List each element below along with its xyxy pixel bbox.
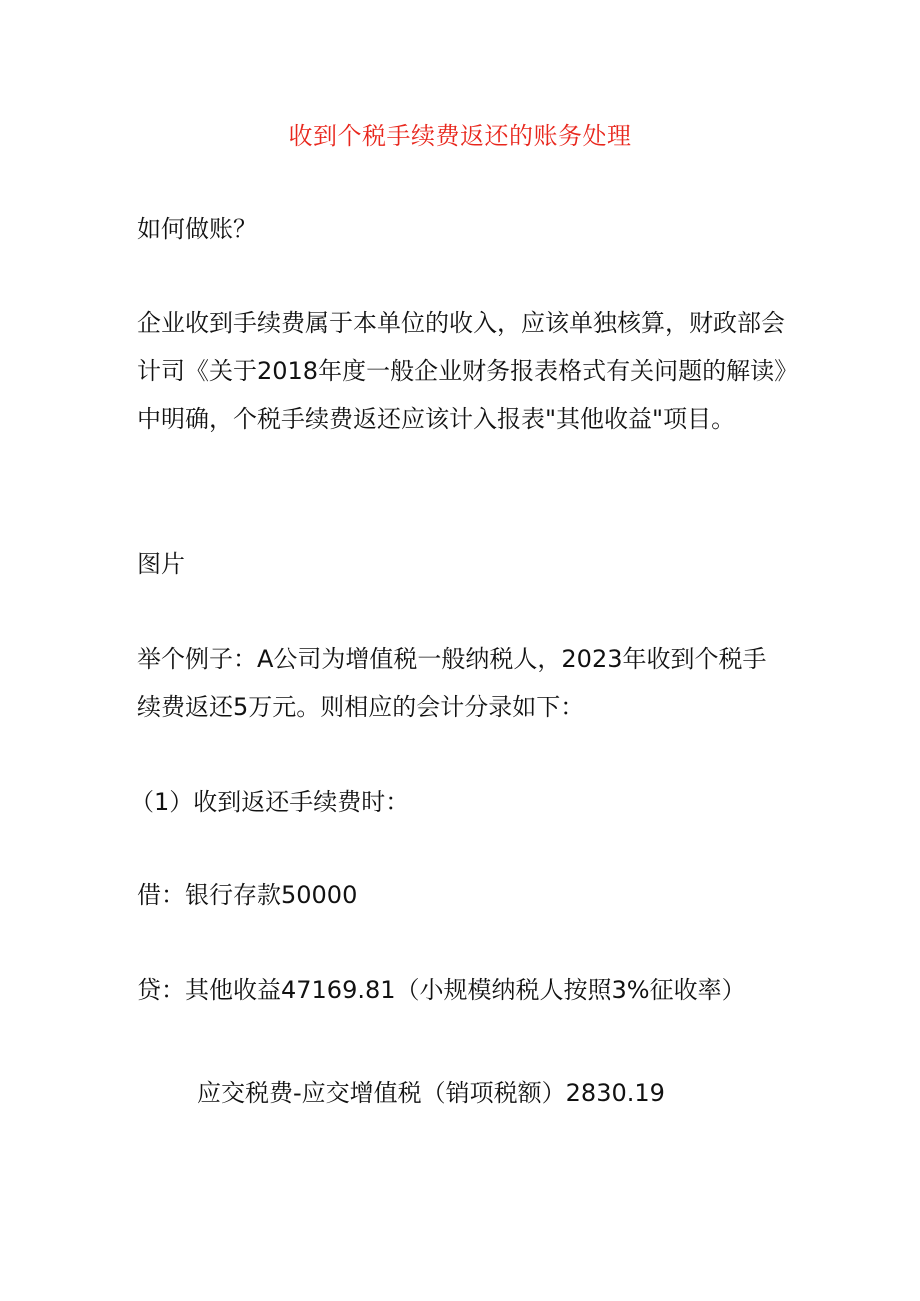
credit-entry-vat: 应交税费-应交增值税（销项税额）2830.19: [197, 1079, 665, 1107]
body-paragraph: 企业收到手续费属于本单位的收入，应该单独核算，财政部会计司《关于2018年度一般企业财务报表格式有关问题的解读》中明确，个税手续费返还应该计入报表"其他收益"项目。: [137, 309, 787, 433]
credit-entry: 贷：其他收益47169.81（小规模纳税人按照3%征收率）: [137, 976, 746, 1004]
document-title: 收到个税手续费返还的账务处理: [288, 122, 632, 150]
image-placeholder-text: 图片: [137, 550, 185, 578]
example-paragraph: 举个例子：A公司为增值税一般纳税人，2023年收到个税手续费返还5万元。则相应的会计分录如下：: [137, 645, 767, 721]
debit-entry: 借：银行存款50000: [137, 881, 358, 909]
step-1-text: （1）收到返还手续费时：: [130, 788, 410, 816]
heading-question: 如何做账？: [137, 215, 257, 243]
